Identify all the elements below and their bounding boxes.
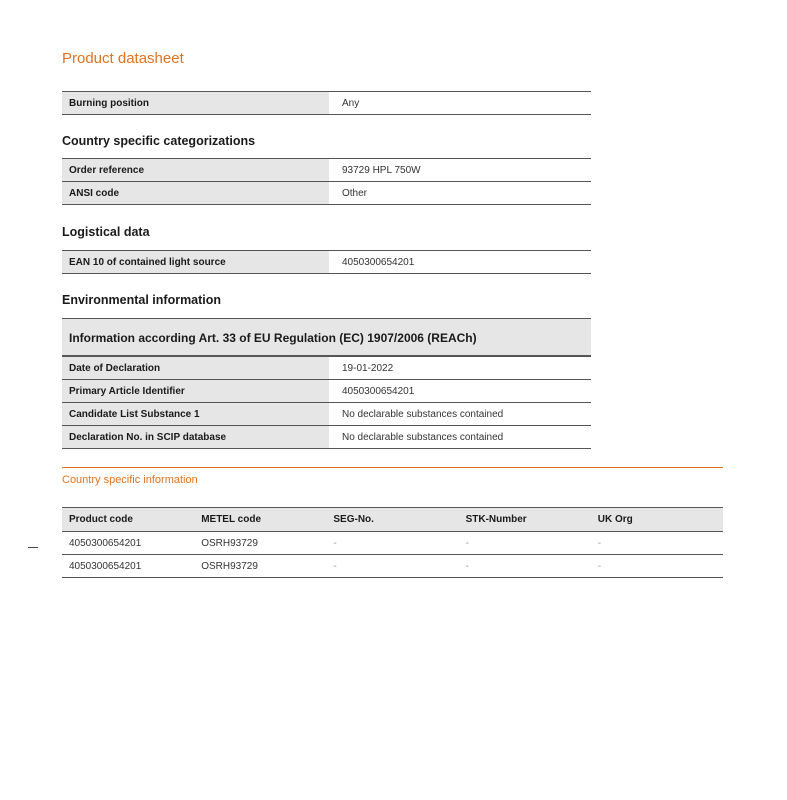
table-cell: OSRH93729 <box>194 532 326 555</box>
table-row <box>62 380 591 403</box>
row-value: Other <box>335 182 591 205</box>
table-row <box>62 159 591 182</box>
row-value: 4050300654201 <box>335 251 591 274</box>
reach-title: Information according Art. 33 of EU Regulation (EC) 1907/2006 (REACh) <box>69 331 477 345</box>
table-cell: 4050300654201 <box>62 555 194 578</box>
table-cell: - <box>326 555 458 578</box>
margin-mark <box>28 547 38 548</box>
table-cell: - <box>459 532 591 555</box>
table-cell: - <box>326 532 458 555</box>
row-key: EAN 10 of contained light source <box>62 251 329 274</box>
section-heading-logistical: Logistical data <box>62 225 150 239</box>
country-categorizations-table <box>62 158 591 205</box>
logistical-table <box>62 250 591 274</box>
table-cell: - <box>591 555 723 578</box>
table-row <box>62 532 723 555</box>
row-key: Burning position <box>62 92 329 115</box>
page-title: Product datasheet <box>62 50 184 67</box>
column-header-seg-no: SEG-No. <box>326 508 458 532</box>
row-value: 93729 HPL 750W <box>335 159 591 182</box>
row-key: Declaration No. in SCIP database <box>62 426 329 449</box>
section-heading-environmental: Environmental information <box>62 293 222 307</box>
reach-header <box>62 318 591 356</box>
section-heading-country-info: Country specific information <box>62 474 198 486</box>
row-value: 4050300654201 <box>335 380 591 403</box>
table-row <box>62 182 591 205</box>
row-value: Any <box>335 92 591 115</box>
environmental-table <box>62 356 591 449</box>
general-table <box>62 91 591 115</box>
table-cell: - <box>459 555 591 578</box>
row-value: No declarable substances contained <box>335 403 591 426</box>
section-heading-country-categorizations: Country specific categorizations <box>62 134 256 148</box>
table-row <box>62 426 591 449</box>
column-header-metel-code: METEL code <box>194 508 326 532</box>
table-row <box>62 403 591 426</box>
table-header-row <box>62 508 723 532</box>
column-header-product-code: Product code <box>62 508 194 532</box>
column-header-uk-org: UK Org <box>591 508 723 532</box>
table-row <box>62 555 723 578</box>
row-key: Order reference <box>62 159 329 182</box>
column-header-stk-number: STK-Number <box>459 508 591 532</box>
table-row <box>62 92 591 115</box>
table-cell: - <box>591 532 723 555</box>
row-value: No declarable substances contained <box>335 426 591 449</box>
table-row <box>62 357 591 380</box>
row-value: 19-01-2022 <box>335 357 591 380</box>
table-row <box>62 251 591 274</box>
row-key: Primary Article Identifier <box>62 380 329 403</box>
row-key: Date of Declaration <box>62 357 329 380</box>
country-info-table <box>62 507 723 578</box>
table-cell: 4050300654201 <box>62 532 194 555</box>
row-key: Candidate List Substance 1 <box>62 403 329 426</box>
section-divider <box>62 467 723 468</box>
table-cell: OSRH93729 <box>194 555 326 578</box>
row-key: ANSI code <box>62 182 329 205</box>
